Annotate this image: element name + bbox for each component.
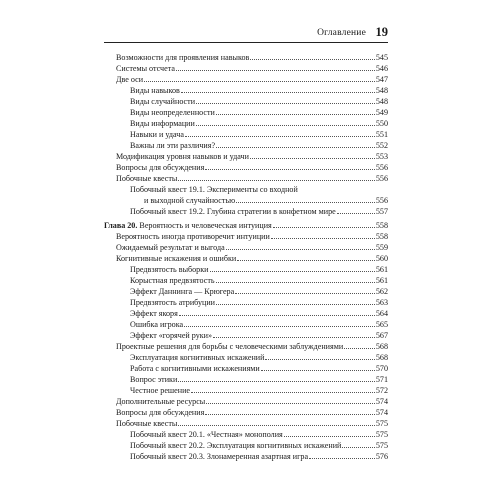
toc-entry-label: Когнитивные искажения и ошибки (116, 254, 237, 263)
toc-entry[interactable] (130, 451, 388, 462)
toc-entry-label: Виды навыков (130, 86, 180, 95)
toc-entry-page: 556 (375, 196, 388, 205)
toc-entry[interactable] (130, 140, 388, 151)
leader-dots (205, 162, 375, 170)
toc-entry-page: 547 (375, 75, 388, 84)
leader-dots (271, 231, 375, 239)
toc-entry-page: 560 (375, 254, 388, 263)
leader-dots (216, 107, 375, 115)
toc-entry-page: 565 (375, 320, 388, 329)
leader-dots (284, 429, 375, 437)
toc-entry-label: Побочный квест 20.2. Эксплуатация когнитивных искажений (130, 441, 342, 450)
toc-entry-page: 564 (375, 309, 388, 318)
toc-entry-label: Эффект якоря (130, 309, 178, 318)
toc-entry[interactable] (130, 330, 388, 341)
toc-chapter-label (104, 220, 272, 231)
toc-entry-page: 561 (375, 276, 388, 285)
toc-entry-page: 568 (375, 342, 388, 351)
leader-dots (250, 151, 375, 159)
leader-dots (226, 242, 375, 250)
toc-entry[interactable] (130, 374, 388, 385)
toc-entry-page: 546 (375, 64, 388, 73)
toc-entry-page: 574 (375, 408, 388, 417)
toc-entry[interactable] (130, 363, 388, 374)
toc-entry-page: 551 (375, 130, 388, 139)
toc-entry-page: 563 (375, 298, 388, 307)
toc-entry-label: Честное решение (130, 386, 190, 395)
toc-entry[interactable] (130, 264, 388, 275)
toc-entry-label: Эксплуатация когнитивных искажений (130, 353, 265, 362)
toc-entry-page: 562 (375, 287, 388, 296)
leader-dots (176, 63, 375, 71)
toc-chapter-entry[interactable] (104, 220, 388, 231)
toc-entry[interactable] (144, 195, 388, 206)
leader-dots (178, 173, 374, 181)
leader-dots (213, 330, 375, 338)
toc-entry[interactable] (130, 286, 388, 297)
toc-entry-page: 553 (375, 152, 388, 161)
toc-entry[interactable] (116, 341, 388, 352)
leader-dots (144, 74, 375, 82)
toc-entry-page: 556 (375, 174, 388, 183)
toc-entry[interactable] (130, 184, 388, 195)
toc-entry[interactable] (130, 385, 388, 396)
toc-entry-page: 557 (375, 207, 388, 216)
toc-entry[interactable] (130, 118, 388, 129)
leader-dots (191, 385, 375, 393)
toc-entry-page: 561 (375, 265, 388, 274)
leader-dots (178, 374, 375, 382)
toc-entry-page: 571 (375, 375, 388, 384)
toc-entry-label: Две оси (116, 75, 144, 84)
toc-entry[interactable] (130, 85, 388, 96)
running-header-title: Оглавление (317, 28, 366, 38)
toc-entry[interactable] (130, 308, 388, 319)
toc-entry-label: Ожидаемый результат и выгода (116, 243, 225, 252)
toc-entry-label: Вероятность иногда противоречит интуиции (116, 232, 270, 241)
toc-entry-label: Важны ли эти различия? (130, 141, 216, 150)
toc-entry-page: 552 (375, 141, 388, 150)
toc-entry-page: 576 (375, 452, 388, 461)
toc-entry[interactable] (130, 297, 388, 308)
toc-entry-page: 548 (375, 97, 388, 106)
toc-entry[interactable] (116, 396, 388, 407)
leader-dots (205, 407, 375, 415)
leader-dots (179, 308, 375, 316)
toc-entry-label: Побочный квест 20.1. «Честная» монополия (130, 430, 283, 439)
leader-dots (237, 253, 375, 261)
toc-entry-page: 550 (375, 119, 388, 128)
toc-entry-page: 558 (375, 232, 388, 241)
leader-dots (184, 319, 375, 327)
toc-entry-label: Предвзятость атрибуции (130, 298, 216, 307)
toc-entry[interactable] (130, 107, 388, 118)
leader-dots (206, 396, 375, 404)
toc-entry[interactable] (116, 418, 388, 429)
toc-entry[interactable] (116, 63, 388, 74)
leader-dots (342, 440, 374, 448)
leader-dots (344, 341, 375, 349)
toc-entry[interactable] (130, 429, 388, 440)
toc-entry-label: Побочные квесты (116, 174, 178, 183)
toc-entry-label: Вопросы для обсуждения (116, 163, 205, 172)
leader-dots (185, 129, 375, 137)
toc-entry-page: 558 (375, 221, 388, 230)
page-number: 19 (375, 25, 388, 39)
toc-entry[interactable] (130, 319, 388, 330)
leader-dots (261, 363, 375, 371)
toc-entry[interactable] (116, 162, 388, 173)
leader-dots (181, 85, 375, 93)
toc-entry-label: Модификация уровня навыков и удачи (116, 152, 249, 161)
toc-entry-label: Вопросы для обсуждения (116, 408, 205, 417)
toc-entry-label: Предвзятость выборки (130, 265, 209, 274)
toc-entry-label: Побочный квест 19.2. Глубина стратегии в конфетном мире (130, 207, 336, 216)
running-header (104, 24, 388, 43)
toc-entry[interactable] (130, 352, 388, 363)
toc-entry-page: 548 (375, 86, 388, 95)
toc-entry[interactable] (130, 129, 388, 140)
toc-entry-page: 575 (375, 430, 388, 439)
toc-entry-label: Виды случайности (130, 97, 196, 106)
toc-entry-page: 567 (375, 331, 388, 340)
leader-dots (337, 206, 375, 214)
toc-entry[interactable] (116, 253, 388, 264)
toc-entry-page: 568 (375, 353, 388, 362)
toc-entry-page: 575 (375, 419, 388, 428)
toc-entry-label: Побочный квест 20.3. Злонамеренная азартная игра (130, 452, 309, 461)
toc-entry-label: Эффект Даннинга — Крюгера (130, 287, 235, 296)
toc-entry-page: 575 (375, 441, 388, 450)
toc-entry-page: 559 (375, 243, 388, 252)
toc-entry[interactable] (130, 96, 388, 107)
toc-entry-label: Системы отсчета (116, 64, 175, 73)
toc-entry-label: Эффект «горячей руки» (130, 331, 213, 340)
leader-dots (178, 418, 374, 426)
leader-dots (216, 297, 375, 305)
toc-entry-label: Вопрос этики (130, 375, 178, 384)
toc-entry[interactable] (130, 206, 388, 217)
toc-entry-label: Побочный квест 19.1. Эксперименты со входной (130, 185, 298, 194)
leader-dots (216, 140, 375, 148)
toc-entry-label: Корыстная предвзятость (130, 276, 215, 285)
toc-entry-label: Навыки и удача (130, 130, 184, 139)
toc-entry[interactable] (116, 151, 388, 162)
toc-entry-label: Возможности для проявления навыков (116, 53, 250, 62)
leader-dots (273, 220, 375, 228)
leader-dots (236, 195, 375, 203)
toc-entry[interactable] (116, 52, 388, 63)
toc-entry-page: 549 (375, 108, 388, 117)
toc-entry-label: Виды неопределенности (130, 108, 215, 117)
toc-entry[interactable] (116, 173, 388, 184)
leader-dots (196, 118, 375, 126)
toc-entry[interactable] (116, 231, 388, 242)
toc-entry[interactable] (130, 275, 388, 286)
leader-dots (235, 286, 375, 294)
toc-entry-label: Проектные решения для борьбы с человеческими заблуждениями (116, 342, 344, 351)
toc-entry[interactable] (130, 440, 388, 451)
leader-dots (210, 264, 375, 272)
leader-dots (250, 52, 374, 60)
leader-dots (196, 96, 375, 104)
toc-entry-label: Ошибка игрока (130, 320, 184, 329)
leader-dots (216, 275, 375, 283)
toc-entry-page: 574 (375, 397, 388, 406)
chapter-title: Вероятность и человеческая интуиция (137, 221, 272, 230)
toc-entry-page: 545 (375, 53, 388, 62)
toc-entry-page: 570 (375, 364, 388, 373)
toc-entry-label: Виды информации (130, 119, 195, 128)
toc-entry[interactable] (116, 242, 388, 253)
toc-entry[interactable] (116, 407, 388, 418)
toc-entry-label: и выходной случайностью (144, 196, 236, 205)
toc-entry-label: Дополнительные ресурсы (116, 397, 206, 406)
leader-dots (309, 451, 375, 459)
toc-entry-page: 572 (375, 386, 388, 395)
toc-entry-label: Побочные квесты (116, 419, 178, 428)
leader-dots (265, 352, 374, 360)
chapter-number: Глава 20. (104, 221, 138, 230)
toc-entry-page: 556 (375, 163, 388, 172)
toc-entry-label: Работа с когнитивными искажениями (130, 364, 260, 373)
toc-entry[interactable] (116, 74, 388, 85)
